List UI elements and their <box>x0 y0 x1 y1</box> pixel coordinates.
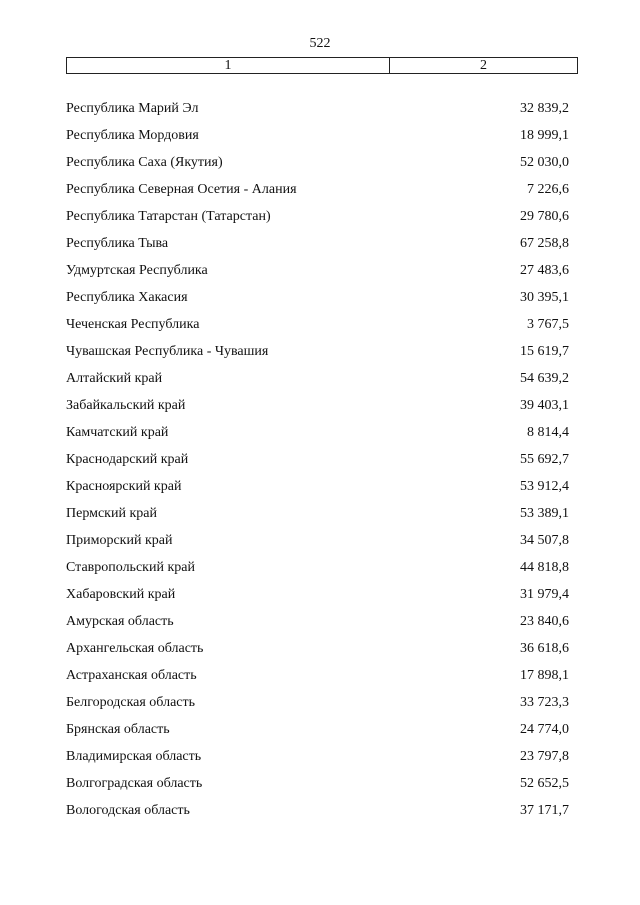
table-row <box>0 720 640 747</box>
region-value: 53 389,1 <box>520 506 569 521</box>
table-row <box>0 99 640 126</box>
region-name: Республика Татарстан (Татарстан) <box>66 209 271 224</box>
region-name: Республика Мордовия <box>66 128 199 143</box>
region-value: 52 652,5 <box>520 776 569 791</box>
region-name: Красноярский край <box>66 479 182 494</box>
table-header <box>66 57 578 74</box>
region-name: Краснодарский край <box>66 452 189 467</box>
table-row <box>0 666 640 693</box>
region-value: 24 774,0 <box>520 722 569 737</box>
table-row <box>0 288 640 315</box>
region-name: Республика Хакасия <box>66 290 188 305</box>
table-row <box>0 477 640 504</box>
region-name: Архангельская область <box>66 641 204 656</box>
region-name: Амурская область <box>66 614 174 629</box>
region-value: 33 723,3 <box>520 695 569 710</box>
region-value: 39 403,1 <box>520 398 569 413</box>
region-name: Удмуртская Республика <box>66 263 208 278</box>
region-name: Приморский край <box>66 533 173 548</box>
column-header-1: 1 <box>67 58 390 73</box>
region-value: 32 839,2 <box>520 101 569 116</box>
region-name: Чеченская Республика <box>66 317 200 332</box>
region-name: Республика Северная Осетия - Алания <box>66 182 297 197</box>
region-value: 18 999,1 <box>520 128 569 143</box>
region-name: Астраханская область <box>66 668 197 683</box>
table-row <box>0 207 640 234</box>
region-value: 36 618,6 <box>520 641 569 656</box>
table-row <box>0 261 640 288</box>
region-value: 8 814,4 <box>527 425 569 440</box>
region-name: Чувашская Республика - Чувашия <box>66 344 269 359</box>
region-value: 31 979,4 <box>520 587 569 602</box>
region-name: Пермский край <box>66 506 157 521</box>
region-name: Республика Саха (Якутия) <box>66 155 223 170</box>
region-name: Брянская область <box>66 722 170 737</box>
table-row <box>0 747 640 774</box>
region-value: 3 767,5 <box>527 317 569 332</box>
region-name: Владимирская область <box>66 749 202 764</box>
table-row <box>0 504 640 531</box>
table-row <box>0 585 640 612</box>
region-value: 23 840,6 <box>520 614 569 629</box>
table-row <box>0 558 640 585</box>
region-value: 53 912,4 <box>520 479 569 494</box>
region-table <box>0 99 640 828</box>
region-value: 44 818,8 <box>520 560 569 575</box>
region-value: 37 171,7 <box>520 803 569 818</box>
table-row <box>0 396 640 423</box>
table-row <box>0 234 640 261</box>
table-row <box>0 450 640 477</box>
table-row <box>0 423 640 450</box>
region-value: 34 507,8 <box>520 533 569 548</box>
region-value: 15 619,7 <box>520 344 569 359</box>
region-name: Волгоградская область <box>66 776 203 791</box>
table-row <box>0 531 640 558</box>
table-row <box>0 774 640 801</box>
page-number: 522 <box>309 36 331 51</box>
region-value: 29 780,6 <box>520 209 569 224</box>
table-row <box>0 153 640 180</box>
region-name: Хабаровский край <box>66 587 176 602</box>
region-value: 67 258,8 <box>520 236 569 251</box>
region-value: 52 030,0 <box>520 155 569 170</box>
region-name: Республика Марий Эл <box>66 101 199 116</box>
table-row <box>0 612 640 639</box>
region-name: Алтайский край <box>66 371 163 386</box>
table-row <box>0 801 640 828</box>
region-name: Камчатский край <box>66 425 169 440</box>
region-value: 54 639,2 <box>520 371 569 386</box>
region-value: 30 395,1 <box>520 290 569 305</box>
region-name: Белгородская область <box>66 695 196 710</box>
table-row <box>0 693 640 720</box>
region-value: 23 797,8 <box>520 749 569 764</box>
table-row <box>0 369 640 396</box>
table-row <box>0 342 640 369</box>
table-row <box>0 639 640 666</box>
region-value: 27 483,6 <box>520 263 569 278</box>
table-row <box>0 180 640 207</box>
column-header-2: 2 <box>480 58 487 73</box>
region-value: 55 692,7 <box>520 452 569 467</box>
region-value: 7 226,6 <box>527 182 569 197</box>
table-row <box>0 126 640 153</box>
region-name: Республика Тыва <box>66 236 169 251</box>
region-value: 17 898,1 <box>520 668 569 683</box>
region-name: Вологодская область <box>66 803 190 818</box>
region-name: Забайкальский край <box>66 398 186 413</box>
region-name: Ставропольский край <box>66 560 195 575</box>
table-row <box>0 315 640 342</box>
